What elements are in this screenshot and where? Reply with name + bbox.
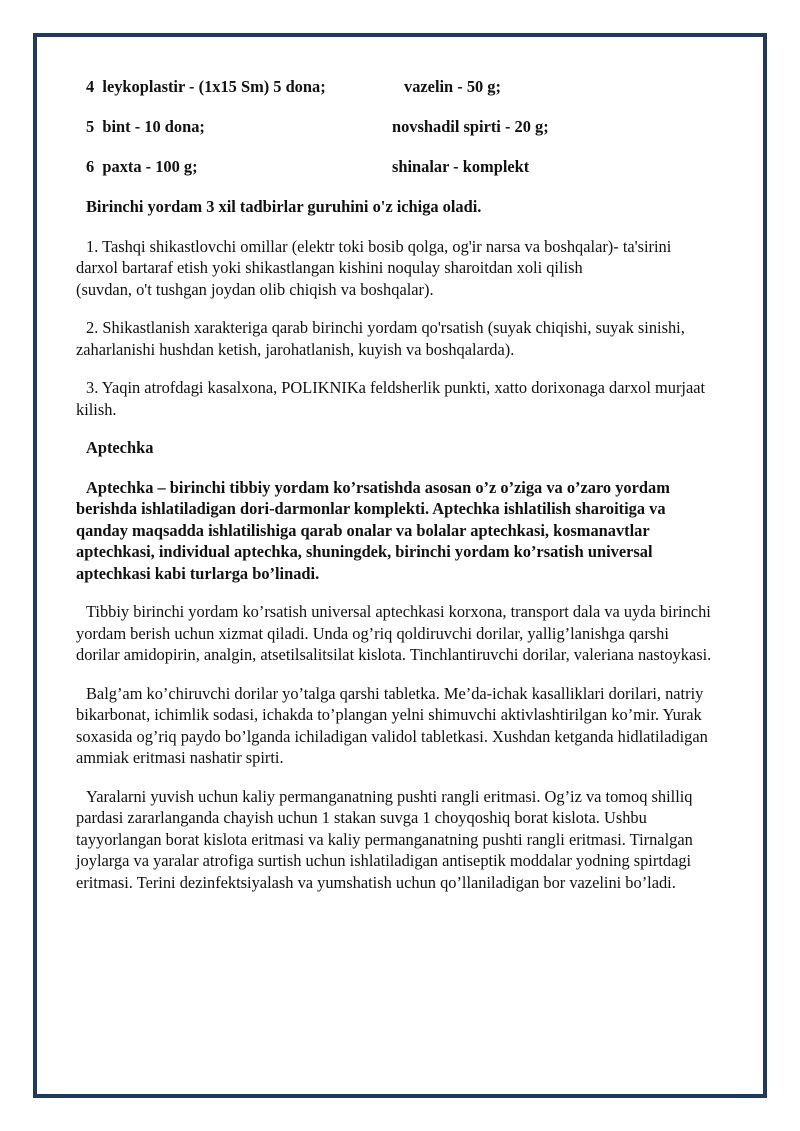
supply-item-paxta: 6 paxta - 100 g; [86, 157, 198, 176]
supply-item-vazelin: vazelin - 50 g; [404, 77, 501, 96]
list-item-2: 2. Shikastlanish xarakteriga qarab birinchi yordam qo'rsatish (suyak chiqishi, suyak sinishi, zaharlanishi hushdan ketish, jarohatlanish, kuyish va boshqalarda). [76, 318, 685, 359]
supply-row-6 [76, 156, 716, 178]
list-item-1-main: 1. Tashqi shikastlovchi omillar (elektr toki bosib qolga, og'ir narsa va boshqalar)- ta'sirini darxol bartaraf etish yoki shikastlangan kishini noqulay sharoitdan xoli qilish [76, 236, 672, 277]
paragraph-expectorants: Balg’am ko’chiruvchi dorilar yo’talga qarshi tabletka. Me’da-ichak kasalliklari dorilari, natriy bikarbonat, ichimlik sodasi, ichakda to’plangan yelni shimuvchi aktivlashtirilgan ko’mir. Yurak soxasida og’riq paydo bo’lganda ichiladigan validol tabletkasi. Xushdan ketganda hidlatiladigan ammiak eritmasi nashatir spirti. [76, 683, 708, 767]
section-heading-aptechka: Aptechka [86, 438, 154, 457]
list-item-1-continuation: (suvdan, o't tushgan joydan olib chiqish va boshqalar). [76, 279, 434, 299]
paragraph-universal-kit: Tibbiy birinchi yordam ko’rsatish universal aptechkasi korxona, transport dala va uyda birinchi yordam berish uchun xizmat qiladi. Unda og’riq qoldiruvchi dorilar, yallig’lanishga qarshi dorilar amidopirin, analgin, atsetilsalitsilat kislota. Tinchlantiruvchi dorilar, valeriana nastoykasi. [76, 602, 712, 664]
supply-item-novshadil: novshadil spirti - 20 g; [392, 117, 549, 136]
supply-item-bint: 5 bint - 10 dona; [86, 117, 205, 136]
intro-heading: Birinchi yordam 3 xil tadbirlar guruhini o'z ichiga oladi. [86, 197, 482, 216]
list-item-3: 3. Yaqin atrofdagi kasalxona, POLIKNIKa feldsherlik punkti, xatto dorixonaga darxol murjaat kilish. [76, 378, 706, 419]
supply-row-5 [76, 116, 716, 138]
aptechka-definition: Aptechka – birinchi tibbiy yordam ko’rsatishda asosan o’z o’ziga va o’zaro yordam berishda ishlatiladigan dori-darmonlar komplekti. Aptechka ishlatilish sharoitiga va qanday maqsadda ishlatilishiga qarab onalar va bolalar aptechkasi, kosmanavtlar aptechkasi, individual aptechka, shuningdek, birinchi yordam ko’rsatish universal aptechkasi kabi turlarga bo’linadi. [76, 477, 670, 583]
supply-item-leykoplastir: 4 leykoplastir - (1x15 Sm) 5 dona; [86, 77, 326, 96]
list-item-1 [76, 236, 716, 301]
document-body [76, 76, 716, 910]
supply-item-shinalar: shinalar - komplekt [392, 157, 530, 176]
supply-row-4 [76, 76, 716, 98]
paragraph-wound-care: Yaralarni yuvish uchun kaliy permanganatning pushti rangli eritmasi. Og’iz va tomoq shilliq pardasi zararlanganda chayish uchun 1 stakan suvga 1 choyqoshiq borat kislota. Ushbu tayyorlangan borat kislota eritmasi va kaliy permanganatning pushti rangli eritmasi. Tirnalgan joylarga va yaralar atrofiga surtish uchun ishlatiladigan antiseptik moddalar yodning spirtdagi eritmasi. Terini dezinfektsiyalash va yumshatish uchun qo’llaniladigan bor vazelini bo’ladi. [76, 786, 693, 892]
